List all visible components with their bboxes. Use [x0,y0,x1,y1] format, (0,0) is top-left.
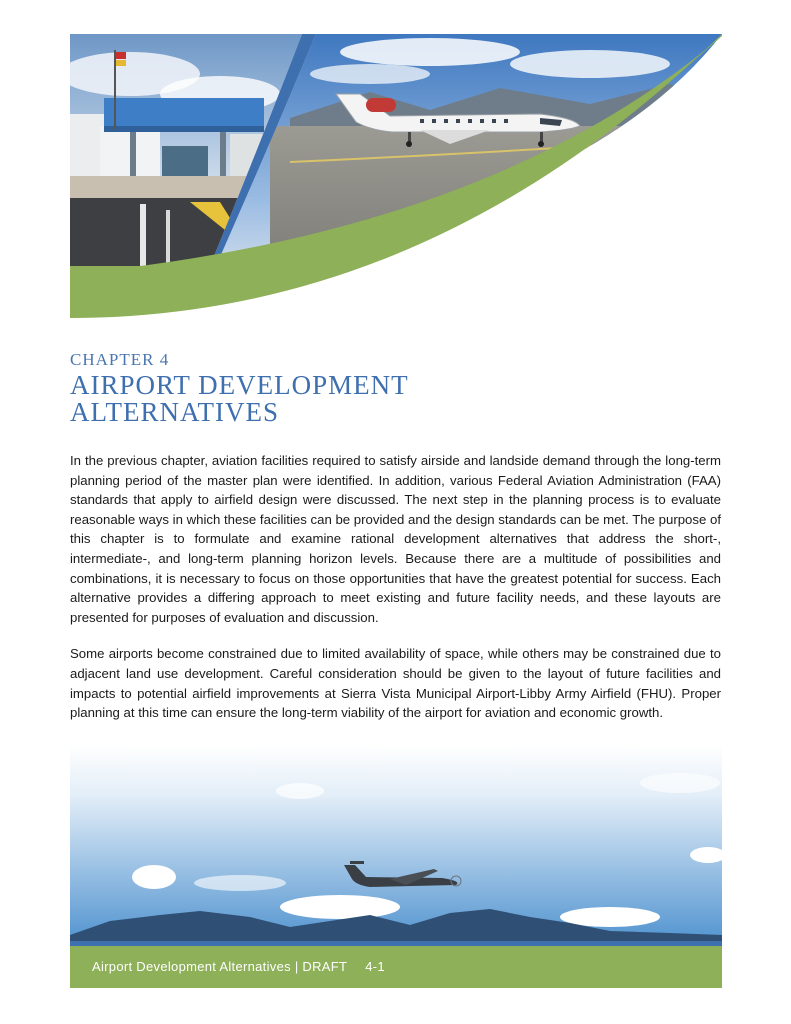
body-paragraph: Some airports become constrained due to limited availability of space, while others may be constrained due to adjacent land use development. Careful consideration should be given to the layout of future facilities and impacts to potential airfield improvements at Sierra Vista Municipal Airport-Libby Army Airfield (FHU). Proper planning at this time can ensure the long-term viability of the airport for aviation and economic growth. [70,646,721,721]
sky-illustration [70,745,722,945]
chapter-label: CHAPTER 4 [70,350,170,369]
sky-aircraft-photo [70,745,722,945]
footer-text [92,959,385,974]
footer-band [70,946,722,988]
footer-title: Airport Development Alternatives | DRAFT [92,959,348,974]
body-paragraph: In the previous chapter, aviation facilities required to satisfy airside and landside demand through the long-term planning period of the master plan were identified. In addition, various Federal Aviation Administration (FAA) standards that apply to airfield design were discussed. The next step in the planning process is to evaluate reasonable ways in which these facilities can be provided and the design standards can be met. The purpose of this chapter is to formulate and examine rational development alternatives that address the short-, intermediate-, and long-term planning horizon levels. Because there are a multitude of possibilities and combinations, it is necessary to focus on those opportunities that have the greatest potential for success. Each alternative provides a differing approach to meet existing and future facility needs, and these layouts are presented for purposes of evaluation and discussion. [70,453,721,625]
footer-page-number: 4-1 [365,959,385,974]
body-text [70,451,721,740]
header-photo-collage [70,34,722,324]
header-photo-illustration [70,34,722,324]
chapter-title: AIRPORT DEVELOPMENT ALTERNATIVES [70,370,409,427]
